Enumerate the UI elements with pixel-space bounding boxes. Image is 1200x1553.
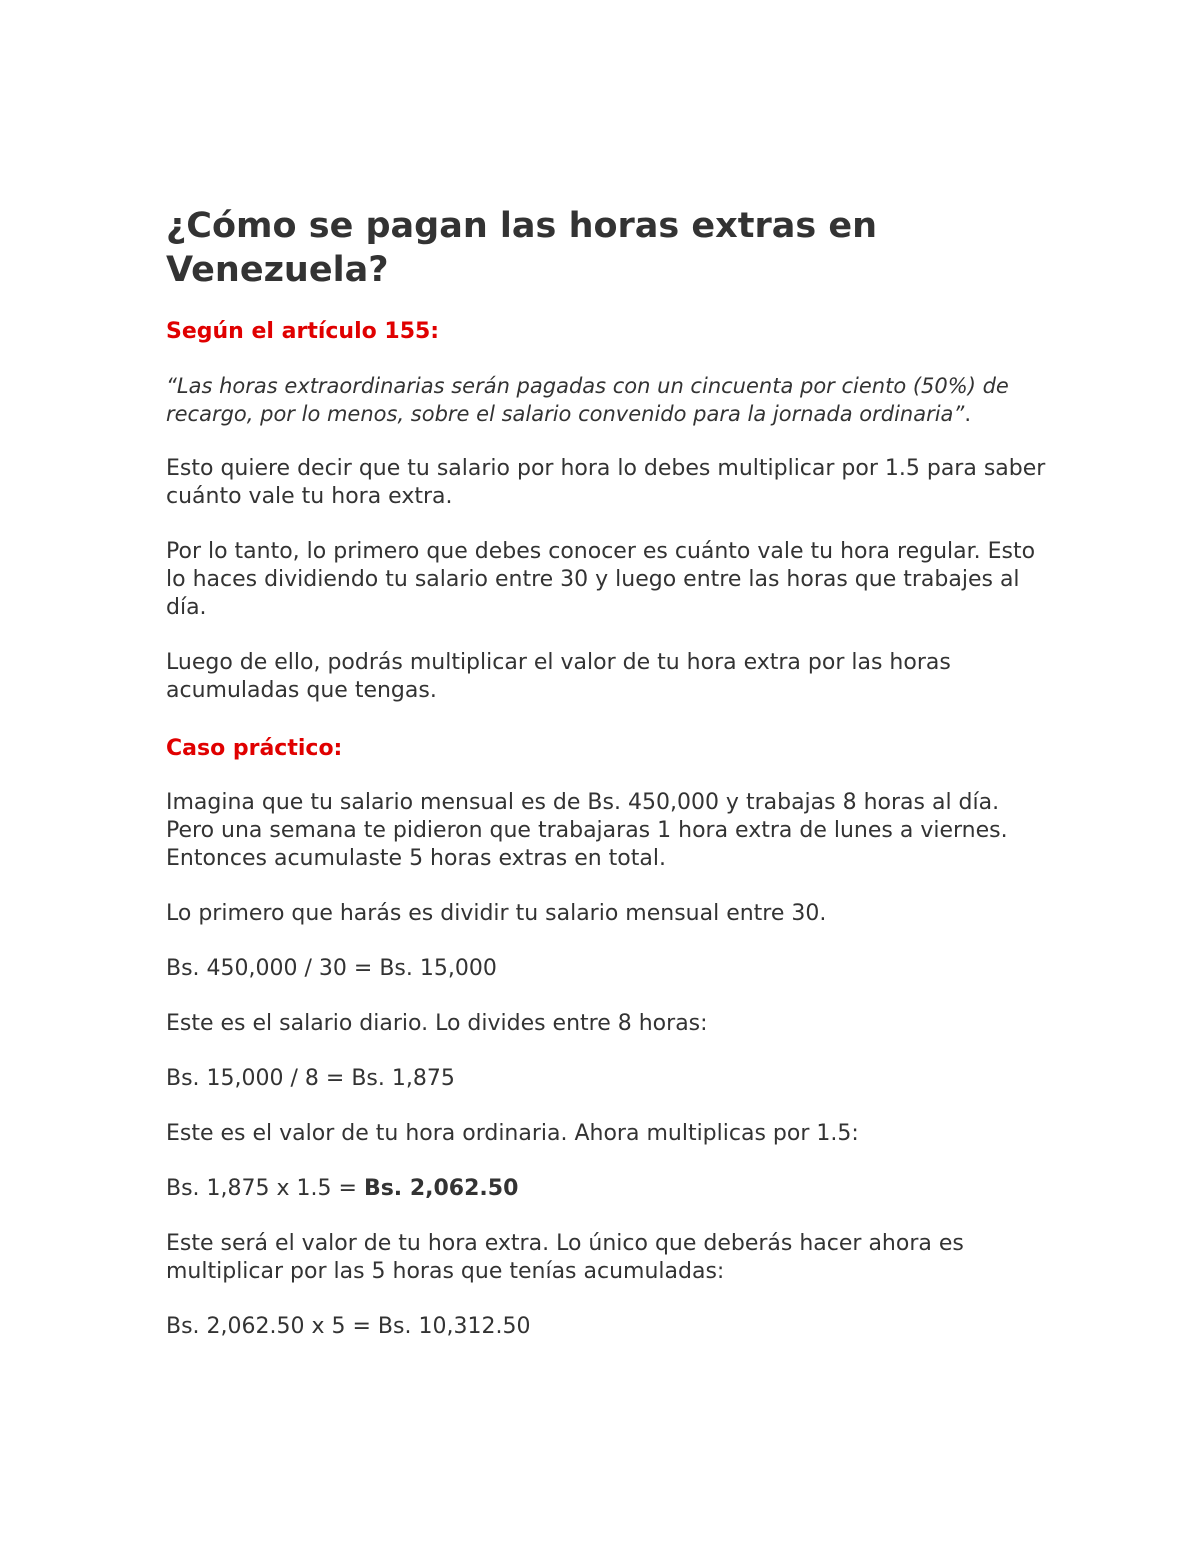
quote-end: . [964, 402, 971, 426]
article-quote [166, 372, 1046, 428]
section-heading-example: Caso práctico: [166, 736, 343, 761]
paragraph-multiply: Luego de ello, podrás multiplicar el valor de tu hora extra por las horas acumuladas que tengas. [166, 650, 951, 703]
paragraph-step-four: Este será el valor de tu hora extra. Lo único que deberás hacer ahora es multiplicar por las 5 horas que tenías acumuladas: [166, 1231, 964, 1284]
calculation-hourly-rate: Bs. 15,000 / 8 = Bs. 1,875 [166, 1066, 455, 1091]
paragraph-example-intro: Imagina que tu salario mensual es de Bs. 450,000 y trabajas 8 horas al día. Pero una semana te pidieron que trabajaras 1 hora extra de lunes a viernes. Entonces acumulaste 5 horas extras en total. [166, 790, 1008, 871]
page-title: ¿Cómo se pagan las horas extras en Venezuela? [166, 206, 878, 290]
calculation-overtime-rate [166, 1175, 1046, 1203]
paragraph-step-two: Este es el salario diario. Lo divides entre 8 horas: [166, 1011, 708, 1036]
paragraph-hourly-rate: Por lo tanto, lo primero que debes conocer es cuánto vale tu hora regular. Esto lo haces dividiendo tu salario entre 30 y luego entre las horas que trabajes al día. [166, 539, 1036, 620]
paragraph-step-one: Lo primero que harás es dividir tu salario mensual entre 30. [166, 901, 827, 926]
section-heading-article: Según el artículo 155: [166, 319, 440, 344]
calc3-prefix: Bs. 1,875 x 1.5 = [166, 1176, 364, 1201]
quote-text: “Las horas extraordinarias serán pagadas con un cincuenta por ciento (50%) de recargo, por lo menos, sobre el salario convenido para la jornada ordinaria” [166, 374, 1009, 426]
paragraph-step-three: Este es el valor de tu hora ordinaria. Ahora multiplicas por 1.5: [166, 1121, 859, 1146]
calc3-result: Bs. 2,062.50 [363, 1176, 519, 1201]
calculation-daily-salary: Bs. 450,000 / 30 = Bs. 15,000 [166, 956, 497, 981]
document-body [166, 204, 1046, 1368]
paragraph-explanation: Esto quiere decir que tu salario por hora lo debes multiplicar por 1.5 para saber cuánto vale tu hora extra. [166, 456, 1046, 509]
calculation-total-overtime: Bs. 2,062.50 x 5 = Bs. 10,312.50 [166, 1314, 531, 1339]
